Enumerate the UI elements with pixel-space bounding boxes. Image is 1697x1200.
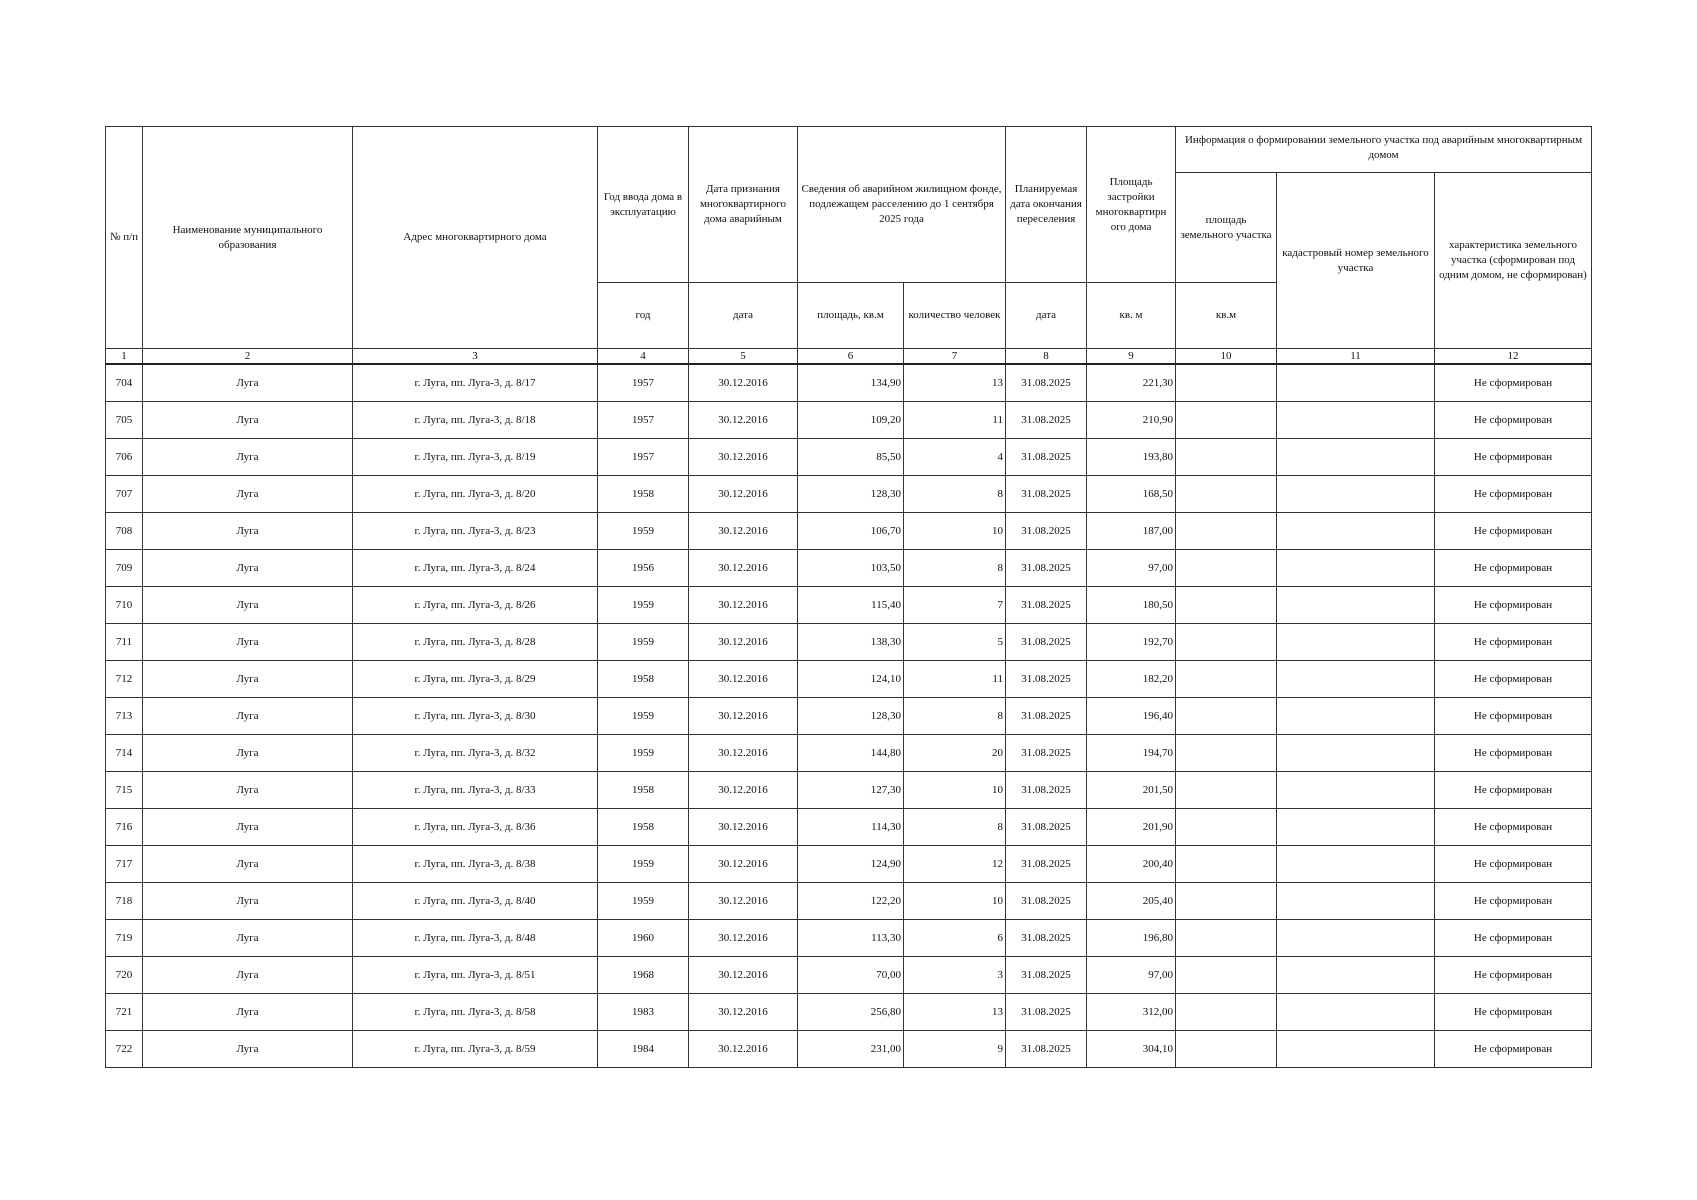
cell-land-area	[1176, 364, 1277, 402]
cell-municipality: Луга	[143, 772, 353, 809]
cell-land-status: Не сформирован	[1435, 624, 1592, 661]
cell-land-status: Не сформирован	[1435, 476, 1592, 513]
cell-cadastral	[1277, 550, 1435, 587]
cell-recognition-date: 30.12.2016	[689, 364, 798, 402]
cell-year: 1957	[598, 364, 689, 402]
cell-recognition-date: 30.12.2016	[689, 846, 798, 883]
cell-recognition-date: 30.12.2016	[689, 550, 798, 587]
cell-municipality: Луга	[143, 661, 353, 698]
cell-planned-date: 31.08.2025	[1006, 476, 1087, 513]
cell-area: 127,30	[798, 772, 904, 809]
cell-land-status: Не сформирован	[1435, 809, 1592, 846]
cell-land-area	[1176, 661, 1277, 698]
table-row	[106, 846, 1592, 883]
cell-address: г. Луга, пп. Луга-3, д. 8/59	[353, 1031, 598, 1068]
cell-cadastral	[1277, 883, 1435, 920]
cell-municipality: Луга	[143, 476, 353, 513]
cell-cadastral	[1277, 698, 1435, 735]
cell-year: 1960	[598, 920, 689, 957]
cell-num: 712	[106, 661, 143, 698]
cell-year: 1956	[598, 550, 689, 587]
cell-land-status: Не сформирован	[1435, 550, 1592, 587]
cell-building-area: 221,30	[1087, 364, 1176, 402]
cell-year: 1958	[598, 772, 689, 809]
cell-municipality: Луга	[143, 698, 353, 735]
cell-building-area: 304,10	[1087, 1031, 1176, 1068]
cell-planned-date: 31.08.2025	[1006, 994, 1087, 1031]
cell-address: г. Луга, пп. Луга-3, д. 8/38	[353, 846, 598, 883]
cell-planned-date: 31.08.2025	[1006, 772, 1087, 809]
cell-num: 706	[106, 439, 143, 476]
cell-num: 717	[106, 846, 143, 883]
column-number: 6	[798, 349, 904, 365]
cell-land-status: Не сформирован	[1435, 587, 1592, 624]
cell-recognition-date: 30.12.2016	[689, 994, 798, 1031]
cell-building-area: 193,80	[1087, 439, 1176, 476]
cell-planned-date: 31.08.2025	[1006, 661, 1087, 698]
cell-building-area: 196,40	[1087, 698, 1176, 735]
cell-building-area: 187,00	[1087, 513, 1176, 550]
cell-planned-date: 31.08.2025	[1006, 550, 1087, 587]
cell-address: г. Луга, пп. Луга-3, д. 8/36	[353, 809, 598, 846]
unit-building-area: кв. м	[1087, 283, 1176, 349]
cell-land-area	[1176, 439, 1277, 476]
cell-building-area: 201,90	[1087, 809, 1176, 846]
cell-area: 122,20	[798, 883, 904, 920]
cell-cadastral	[1277, 957, 1435, 994]
cell-address: г. Луга, пп. Луга-3, д. 8/32	[353, 735, 598, 772]
cell-year: 1957	[598, 439, 689, 476]
cell-planned-date: 31.08.2025	[1006, 439, 1087, 476]
cell-municipality: Луга	[143, 846, 353, 883]
cell-building-area: 182,20	[1087, 661, 1176, 698]
cell-land-status: Не сформирован	[1435, 402, 1592, 439]
cell-land-status: Не сформирован	[1435, 994, 1592, 1031]
cell-building-area: 200,40	[1087, 846, 1176, 883]
cell-num: 704	[106, 364, 143, 402]
cell-recognition-date: 30.12.2016	[689, 772, 798, 809]
cell-area: 128,30	[798, 698, 904, 735]
cell-year: 1959	[598, 883, 689, 920]
cell-people: 11	[904, 402, 1006, 439]
cell-land-area	[1176, 513, 1277, 550]
cell-people: 10	[904, 513, 1006, 550]
cell-land-area	[1176, 624, 1277, 661]
cell-address: г. Луга, пп. Луга-3, д. 8/48	[353, 920, 598, 957]
cell-land-status: Не сформирован	[1435, 439, 1592, 476]
cell-recognition-date: 30.12.2016	[689, 402, 798, 439]
cell-cadastral	[1277, 994, 1435, 1031]
cell-land-status: Не сформирован	[1435, 513, 1592, 550]
cell-land-status: Не сформирован	[1435, 846, 1592, 883]
cell-year: 1958	[598, 809, 689, 846]
cell-land-area	[1176, 772, 1277, 809]
cell-num: 707	[106, 476, 143, 513]
cell-cadastral	[1277, 624, 1435, 661]
cell-municipality: Луга	[143, 735, 353, 772]
table-row	[106, 402, 1592, 439]
column-number-row	[106, 349, 1592, 365]
cell-num: 719	[106, 920, 143, 957]
cell-cadastral	[1277, 735, 1435, 772]
cell-area: 128,30	[798, 476, 904, 513]
cell-cadastral	[1277, 846, 1435, 883]
cell-area: 134,90	[798, 364, 904, 402]
cell-recognition-date: 30.12.2016	[689, 809, 798, 846]
cell-land-status: Не сформирован	[1435, 957, 1592, 994]
cell-building-area: 97,00	[1087, 957, 1176, 994]
cell-planned-date: 31.08.2025	[1006, 698, 1087, 735]
cell-area: 256,80	[798, 994, 904, 1031]
cell-cadastral	[1277, 661, 1435, 698]
header-building-area: Площадь застройки многоквартирн ого дома	[1087, 127, 1176, 283]
cell-land-area	[1176, 846, 1277, 883]
cell-num: 721	[106, 994, 143, 1031]
table-row	[106, 920, 1592, 957]
cell-land-area	[1176, 587, 1277, 624]
cell-planned-date: 31.08.2025	[1006, 735, 1087, 772]
table-row	[106, 957, 1592, 994]
cell-land-status: Не сформирован	[1435, 920, 1592, 957]
header-land-status: характеристика земельного участка (сформирован под одним домом, не сформирован)	[1435, 173, 1592, 349]
unit-year: год	[598, 283, 689, 349]
table-row	[106, 772, 1592, 809]
cell-land-area	[1176, 735, 1277, 772]
cell-municipality: Луга	[143, 587, 353, 624]
cell-num: 718	[106, 883, 143, 920]
cell-planned-date: 31.08.2025	[1006, 402, 1087, 439]
cell-people: 13	[904, 364, 1006, 402]
cell-year: 1957	[598, 402, 689, 439]
cell-cadastral	[1277, 772, 1435, 809]
cell-cadastral	[1277, 920, 1435, 957]
cell-building-area: 210,90	[1087, 402, 1176, 439]
column-number: 10	[1176, 349, 1277, 365]
cell-address: г. Луга, пп. Луга-3, д. 8/19	[353, 439, 598, 476]
cell-cadastral	[1277, 809, 1435, 846]
cell-year: 1959	[598, 846, 689, 883]
table-row	[106, 809, 1592, 846]
cell-land-area	[1176, 809, 1277, 846]
table-row	[106, 624, 1592, 661]
cell-planned-date: 31.08.2025	[1006, 920, 1087, 957]
cell-municipality: Луга	[143, 883, 353, 920]
cell-land-area	[1176, 402, 1277, 439]
table-row	[106, 587, 1592, 624]
cell-num: 720	[106, 957, 143, 994]
cell-land-area	[1176, 1031, 1277, 1068]
cell-recognition-date: 30.12.2016	[689, 439, 798, 476]
unit-land-area: кв.м	[1176, 283, 1277, 349]
cell-planned-date: 31.08.2025	[1006, 587, 1087, 624]
cell-people: 13	[904, 994, 1006, 1031]
cell-cadastral	[1277, 587, 1435, 624]
table-row	[106, 513, 1592, 550]
cell-address: г. Луга, пп. Луга-3, д. 8/28	[353, 624, 598, 661]
cell-area: 85,50	[798, 439, 904, 476]
column-number: 11	[1277, 349, 1435, 365]
header-land-area: площадь земельного участка	[1176, 173, 1277, 283]
cell-year: 1959	[598, 587, 689, 624]
cell-area: 115,40	[798, 587, 904, 624]
cell-recognition-date: 30.12.2016	[689, 476, 798, 513]
cell-year: 1958	[598, 661, 689, 698]
cell-area: 113,30	[798, 920, 904, 957]
header-recognition-date: Дата признания многоквартирного дома аварийным	[689, 127, 798, 283]
table-row	[106, 439, 1592, 476]
cell-recognition-date: 30.12.2016	[689, 587, 798, 624]
cell-municipality: Луга	[143, 957, 353, 994]
cell-municipality: Луга	[143, 550, 353, 587]
cell-year: 1984	[598, 1031, 689, 1068]
cell-num: 708	[106, 513, 143, 550]
unit-area: площадь, кв.м	[798, 283, 904, 349]
cell-people: 3	[904, 957, 1006, 994]
cell-address: г. Луга, пп. Луга-3, д. 8/33	[353, 772, 598, 809]
cell-planned-date: 31.08.2025	[1006, 809, 1087, 846]
cell-land-area	[1176, 476, 1277, 513]
cell-people: 10	[904, 772, 1006, 809]
table-row	[106, 735, 1592, 772]
cell-people: 8	[904, 476, 1006, 513]
cell-num: 722	[106, 1031, 143, 1068]
cell-area: 114,30	[798, 809, 904, 846]
cell-planned-date: 31.08.2025	[1006, 364, 1087, 402]
cell-recognition-date: 30.12.2016	[689, 920, 798, 957]
cell-cadastral	[1277, 364, 1435, 402]
cell-year: 1958	[598, 476, 689, 513]
header-municipality: Наименование муниципального образования	[143, 127, 353, 349]
cell-area: 124,90	[798, 846, 904, 883]
cell-recognition-date: 30.12.2016	[689, 624, 798, 661]
header-planned-date: Планируемая дата окончания переселения	[1006, 127, 1087, 283]
table-row	[106, 1031, 1592, 1068]
cell-land-status: Не сформирован	[1435, 1031, 1592, 1068]
cell-num: 710	[106, 587, 143, 624]
cell-municipality: Луга	[143, 920, 353, 957]
cell-num: 709	[106, 550, 143, 587]
column-number: 5	[689, 349, 798, 365]
unit-plan-date: дата	[1006, 283, 1087, 349]
cell-cadastral	[1277, 513, 1435, 550]
table-row	[106, 476, 1592, 513]
cell-municipality: Луга	[143, 624, 353, 661]
cell-address: г. Луга, пп. Луга-3, д. 8/24	[353, 550, 598, 587]
cell-people: 8	[904, 809, 1006, 846]
cell-area: 103,50	[798, 550, 904, 587]
cell-people: 10	[904, 883, 1006, 920]
header-housing-info: Сведения об аварийном жилищном фонде, подлежащем расселению до 1 сентября 2025 года	[798, 127, 1006, 283]
column-number: 9	[1087, 349, 1176, 365]
cell-area: 124,10	[798, 661, 904, 698]
cell-address: г. Луга, пп. Луга-3, д. 8/23	[353, 513, 598, 550]
cell-municipality: Луга	[143, 513, 353, 550]
cell-building-area: 97,00	[1087, 550, 1176, 587]
cell-land-area	[1176, 920, 1277, 957]
cell-year: 1959	[598, 698, 689, 735]
cell-land-status: Не сформирован	[1435, 735, 1592, 772]
table-row	[106, 994, 1592, 1031]
cell-year: 1983	[598, 994, 689, 1031]
cell-area: 144,80	[798, 735, 904, 772]
cell-area: 106,70	[798, 513, 904, 550]
cell-land-status: Не сформирован	[1435, 883, 1592, 920]
column-number: 12	[1435, 349, 1592, 365]
cell-building-area: 168,50	[1087, 476, 1176, 513]
cell-land-area	[1176, 698, 1277, 735]
cell-num: 715	[106, 772, 143, 809]
header-num: № п/п	[106, 127, 143, 349]
cell-year: 1959	[598, 513, 689, 550]
cell-recognition-date: 30.12.2016	[689, 1031, 798, 1068]
cell-year: 1959	[598, 624, 689, 661]
column-number: 8	[1006, 349, 1087, 365]
cell-land-area	[1176, 994, 1277, 1031]
cell-address: г. Луга, пп. Луга-3, д. 8/18	[353, 402, 598, 439]
cell-municipality: Луга	[143, 402, 353, 439]
table-row	[106, 661, 1592, 698]
table-body	[106, 364, 1592, 1068]
cell-planned-date: 31.08.2025	[1006, 957, 1087, 994]
cell-address: г. Луга, пп. Луга-3, д. 8/51	[353, 957, 598, 994]
cell-area: 231,00	[798, 1031, 904, 1068]
cell-land-status: Не сформирован	[1435, 661, 1592, 698]
cell-people: 6	[904, 920, 1006, 957]
table-row	[106, 698, 1592, 735]
cell-people: 5	[904, 624, 1006, 661]
cell-recognition-date: 30.12.2016	[689, 698, 798, 735]
cell-cadastral	[1277, 439, 1435, 476]
cell-num: 713	[106, 698, 143, 735]
column-number: 7	[904, 349, 1006, 365]
cell-planned-date: 31.08.2025	[1006, 1031, 1087, 1068]
cell-recognition-date: 30.12.2016	[689, 883, 798, 920]
header-cadastral: кадастровый номер земельного участка	[1277, 173, 1435, 349]
cell-recognition-date: 30.12.2016	[689, 661, 798, 698]
table-row	[106, 883, 1592, 920]
cell-land-status: Не сформирован	[1435, 364, 1592, 402]
cell-municipality: Луга	[143, 1031, 353, 1068]
cell-municipality: Луга	[143, 439, 353, 476]
cell-address: г. Луга, пп. Луга-3, д. 8/29	[353, 661, 598, 698]
cell-building-area: 201,50	[1087, 772, 1176, 809]
cell-planned-date: 31.08.2025	[1006, 624, 1087, 661]
cell-recognition-date: 30.12.2016	[689, 513, 798, 550]
header-year: Год ввода дома в эксплуатацию	[598, 127, 689, 283]
column-number: 4	[598, 349, 689, 365]
cell-cadastral	[1277, 402, 1435, 439]
cell-building-area: 312,00	[1087, 994, 1176, 1031]
cell-address: г. Луга, пп. Луга-3, д. 8/58	[353, 994, 598, 1031]
cell-area: 138,30	[798, 624, 904, 661]
cell-area: 70,00	[798, 957, 904, 994]
cell-people: 20	[904, 735, 1006, 772]
cell-people: 8	[904, 698, 1006, 735]
cell-people: 9	[904, 1031, 1006, 1068]
cell-planned-date: 31.08.2025	[1006, 883, 1087, 920]
cell-municipality: Луга	[143, 809, 353, 846]
header-land-info: Информация о формировании земельного участка под аварийным многоквартирным домом	[1176, 127, 1592, 173]
cell-num: 714	[106, 735, 143, 772]
cell-building-area: 205,40	[1087, 883, 1176, 920]
emergency-housing-table	[105, 126, 1592, 1068]
cell-cadastral	[1277, 1031, 1435, 1068]
column-number: 1	[106, 349, 143, 365]
cell-land-area	[1176, 550, 1277, 587]
cell-cadastral	[1277, 476, 1435, 513]
cell-planned-date: 31.08.2025	[1006, 513, 1087, 550]
cell-land-status: Не сформирован	[1435, 698, 1592, 735]
cell-address: г. Луга, пп. Луга-3, д. 8/20	[353, 476, 598, 513]
header-address: Адрес многоквартирного дома	[353, 127, 598, 349]
cell-recognition-date: 30.12.2016	[689, 957, 798, 994]
cell-building-area: 180,50	[1087, 587, 1176, 624]
cell-year: 1968	[598, 957, 689, 994]
table-row	[106, 550, 1592, 587]
cell-address: г. Луга, пп. Луга-3, д. 8/26	[353, 587, 598, 624]
column-number: 2	[143, 349, 353, 365]
table-header	[106, 127, 1592, 365]
cell-num: 711	[106, 624, 143, 661]
cell-municipality: Луга	[143, 994, 353, 1031]
cell-people: 11	[904, 661, 1006, 698]
cell-land-area	[1176, 883, 1277, 920]
cell-year: 1959	[598, 735, 689, 772]
cell-num: 716	[106, 809, 143, 846]
cell-building-area: 192,70	[1087, 624, 1176, 661]
unit-people: количество человек	[904, 283, 1006, 349]
cell-address: г. Луга, пп. Луга-3, д. 8/40	[353, 883, 598, 920]
cell-municipality: Луга	[143, 364, 353, 402]
unit-date: дата	[689, 283, 798, 349]
table-row	[106, 364, 1592, 402]
cell-num: 705	[106, 402, 143, 439]
cell-people: 7	[904, 587, 1006, 624]
cell-people: 12	[904, 846, 1006, 883]
cell-recognition-date: 30.12.2016	[689, 735, 798, 772]
cell-address: г. Луга, пп. Луга-3, д. 8/30	[353, 698, 598, 735]
cell-people: 4	[904, 439, 1006, 476]
cell-address: г. Луга, пп. Луга-3, д. 8/17	[353, 364, 598, 402]
cell-building-area: 196,80	[1087, 920, 1176, 957]
cell-area: 109,20	[798, 402, 904, 439]
cell-planned-date: 31.08.2025	[1006, 846, 1087, 883]
cell-people: 8	[904, 550, 1006, 587]
cell-land-status: Не сформирован	[1435, 772, 1592, 809]
cell-building-area: 194,70	[1087, 735, 1176, 772]
cell-land-area	[1176, 957, 1277, 994]
column-number: 3	[353, 349, 598, 365]
